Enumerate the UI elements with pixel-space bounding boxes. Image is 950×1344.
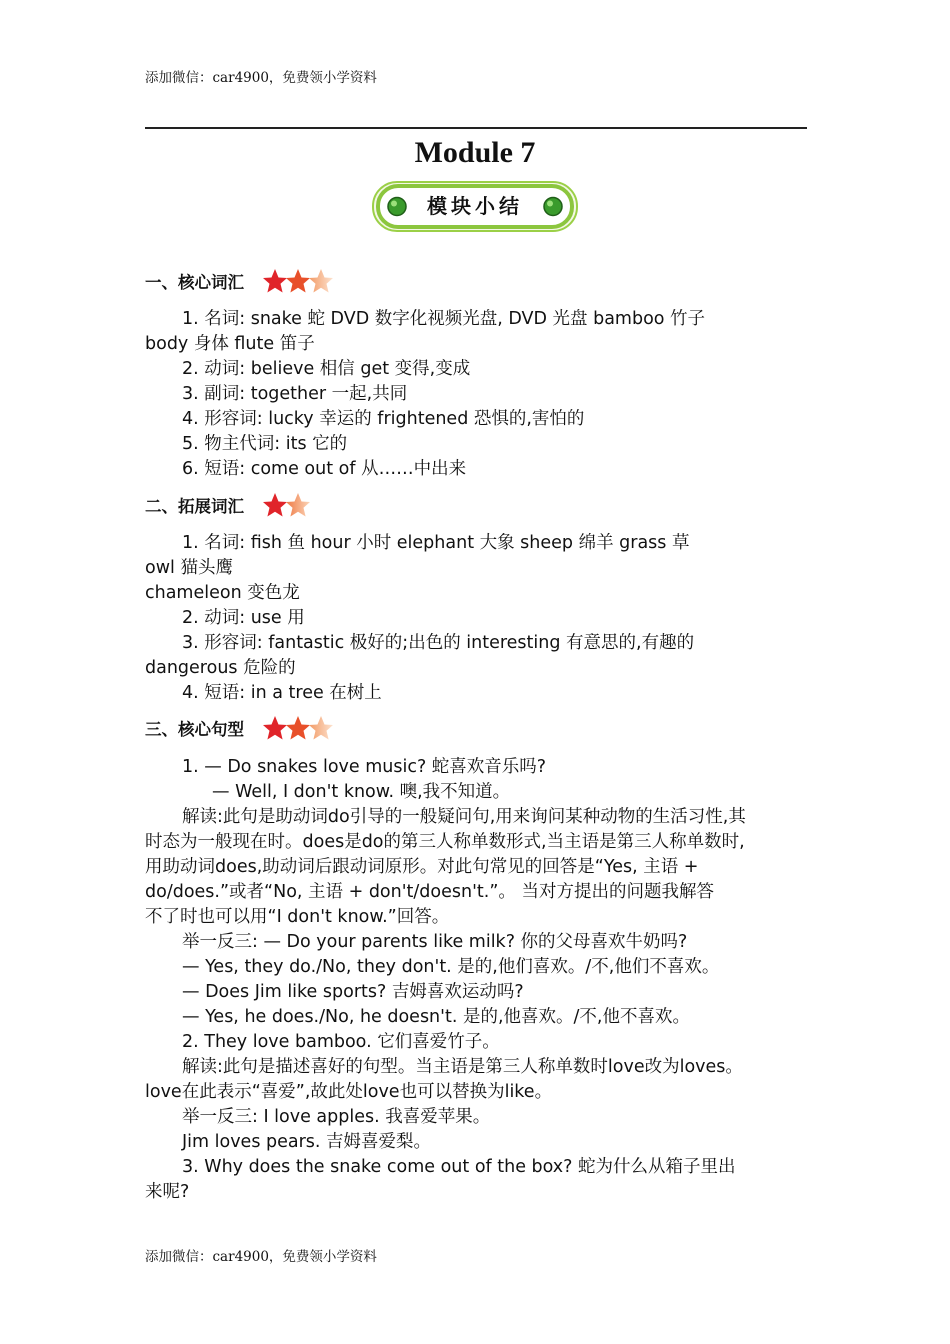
text-line: 4. 短语: in a tree 在树上 — [182, 683, 382, 703]
badge-label: 模块小结 — [427, 194, 523, 218]
section-heading-label: 一、核心词汇 — [145, 273, 244, 292]
text-line: 6. 短语: come out of 从……中出来 — [182, 459, 467, 479]
text-line: 来呢? — [145, 1182, 190, 1202]
text-line: 举一反三: I love apples. 我喜爱苹果。 — [182, 1107, 491, 1127]
footer-note: 添加微信：car4900，免费领小学资料 — [145, 1249, 377, 1265]
text-line: 5. 物主代词: its 它的 — [182, 434, 348, 454]
text-line: 用助动词does,助动词后跟动词原形。对此句常见的回答是“Yes, 主语 + — [145, 857, 699, 877]
text-line: 举一反三: — Do your parents like milk? 你的父母喜欢牛奶吗? — [182, 932, 688, 952]
text-line: 1. 名词: fish 鱼 hour 小时 elephant 大象 sheep 绵羊 grass 草 — [182, 533, 690, 553]
text-line: body 身体 flute 笛子 — [145, 334, 315, 354]
text-line: 1. — Do snakes love music? 蛇喜欢音乐吗? — [182, 757, 547, 777]
section-heading-core-vocab — [145, 266, 331, 296]
text-line: 3. 副词: together 一起,共同 — [182, 384, 408, 404]
text-line: 2. They love bamboo. 它们喜爱竹子。 — [182, 1032, 500, 1052]
text-line: 解读:此句是助动词do引导的一般疑问句,用来询问某种动物的生活习性,其 — [182, 807, 746, 827]
text-line: 1. 名词: snake 蛇 DVD 数字化视频光盘, DVD 光盘 bamboo 竹子 — [182, 309, 706, 329]
rating-stars — [262, 492, 308, 518]
header-divider — [145, 127, 807, 129]
text-line: 3. Why does the snake come out of the box? 蛇为什么从箱子里出 — [182, 1157, 736, 1177]
half-star-icon — [285, 492, 311, 518]
text-line: 时态为一般现在时。does是do的第三人称单数形式,当主语是第三人称单数时, — [145, 832, 745, 852]
text-line: 2. 动词: believe 相信 get 变得,变成 — [182, 359, 471, 379]
text-line: 4. 形容词: lucky 幸运的 frightened 恐惧的,害怕的 — [182, 409, 585, 429]
rating-stars — [262, 268, 331, 294]
section-heading-label: 三、核心句型 — [145, 720, 244, 739]
half-star-icon — [308, 715, 334, 741]
text-line: chameleon 变色龙 — [145, 583, 300, 603]
text-line: dangerous 危险的 — [145, 658, 296, 678]
text-line: — Yes, he does./No, he doesn't. 是的,他喜欢。/不,他不喜欢。 — [182, 1007, 690, 1027]
text-line: — Well, I don't know. 噢,我不知道。 — [212, 782, 511, 802]
text-line: — Yes, they do./No, they don't. 是的,他们喜欢。/不,他们不喜欢。 — [182, 957, 720, 977]
half-star-icon — [308, 268, 334, 294]
text-line: 2. 动词: use 用 — [182, 608, 305, 628]
text-line: 3. 形容词: fantastic 极好的;出色的 interesting 有意思的,有趣的 — [182, 633, 695, 653]
section-heading-core-sentences — [145, 713, 331, 743]
section-heading-label: 二、拓展词汇 — [145, 497, 244, 516]
text-line: do/does.”或者“No, 主语 + don't/doesn't.”。 当对方提出的问题我解答 — [145, 882, 714, 902]
text-line: 不了时也可以用“I don't know.”回答。 — [145, 907, 450, 927]
text-line: love在此表示“喜爱”,故此处love也可以替换为like。 — [145, 1082, 553, 1102]
module-summary-badge — [372, 181, 578, 232]
text-line: Jim loves pears. 吉姆喜爱梨。 — [182, 1132, 432, 1152]
header-note: 添加微信：car4900，免费领小学资料 — [145, 70, 377, 86]
text-line: — Does Jim like sports? 吉姆喜欢运动吗? — [182, 982, 524, 1002]
text-line: 解读:此句是描述喜好的句型。当主语是第三人称单数时love改为loves。 — [182, 1057, 743, 1077]
page-title: Module 7 — [414, 136, 536, 169]
section-heading-extended-vocab — [145, 490, 308, 520]
rating-stars — [262, 715, 331, 741]
text-line: owl 猫头鹰 — [145, 558, 233, 578]
